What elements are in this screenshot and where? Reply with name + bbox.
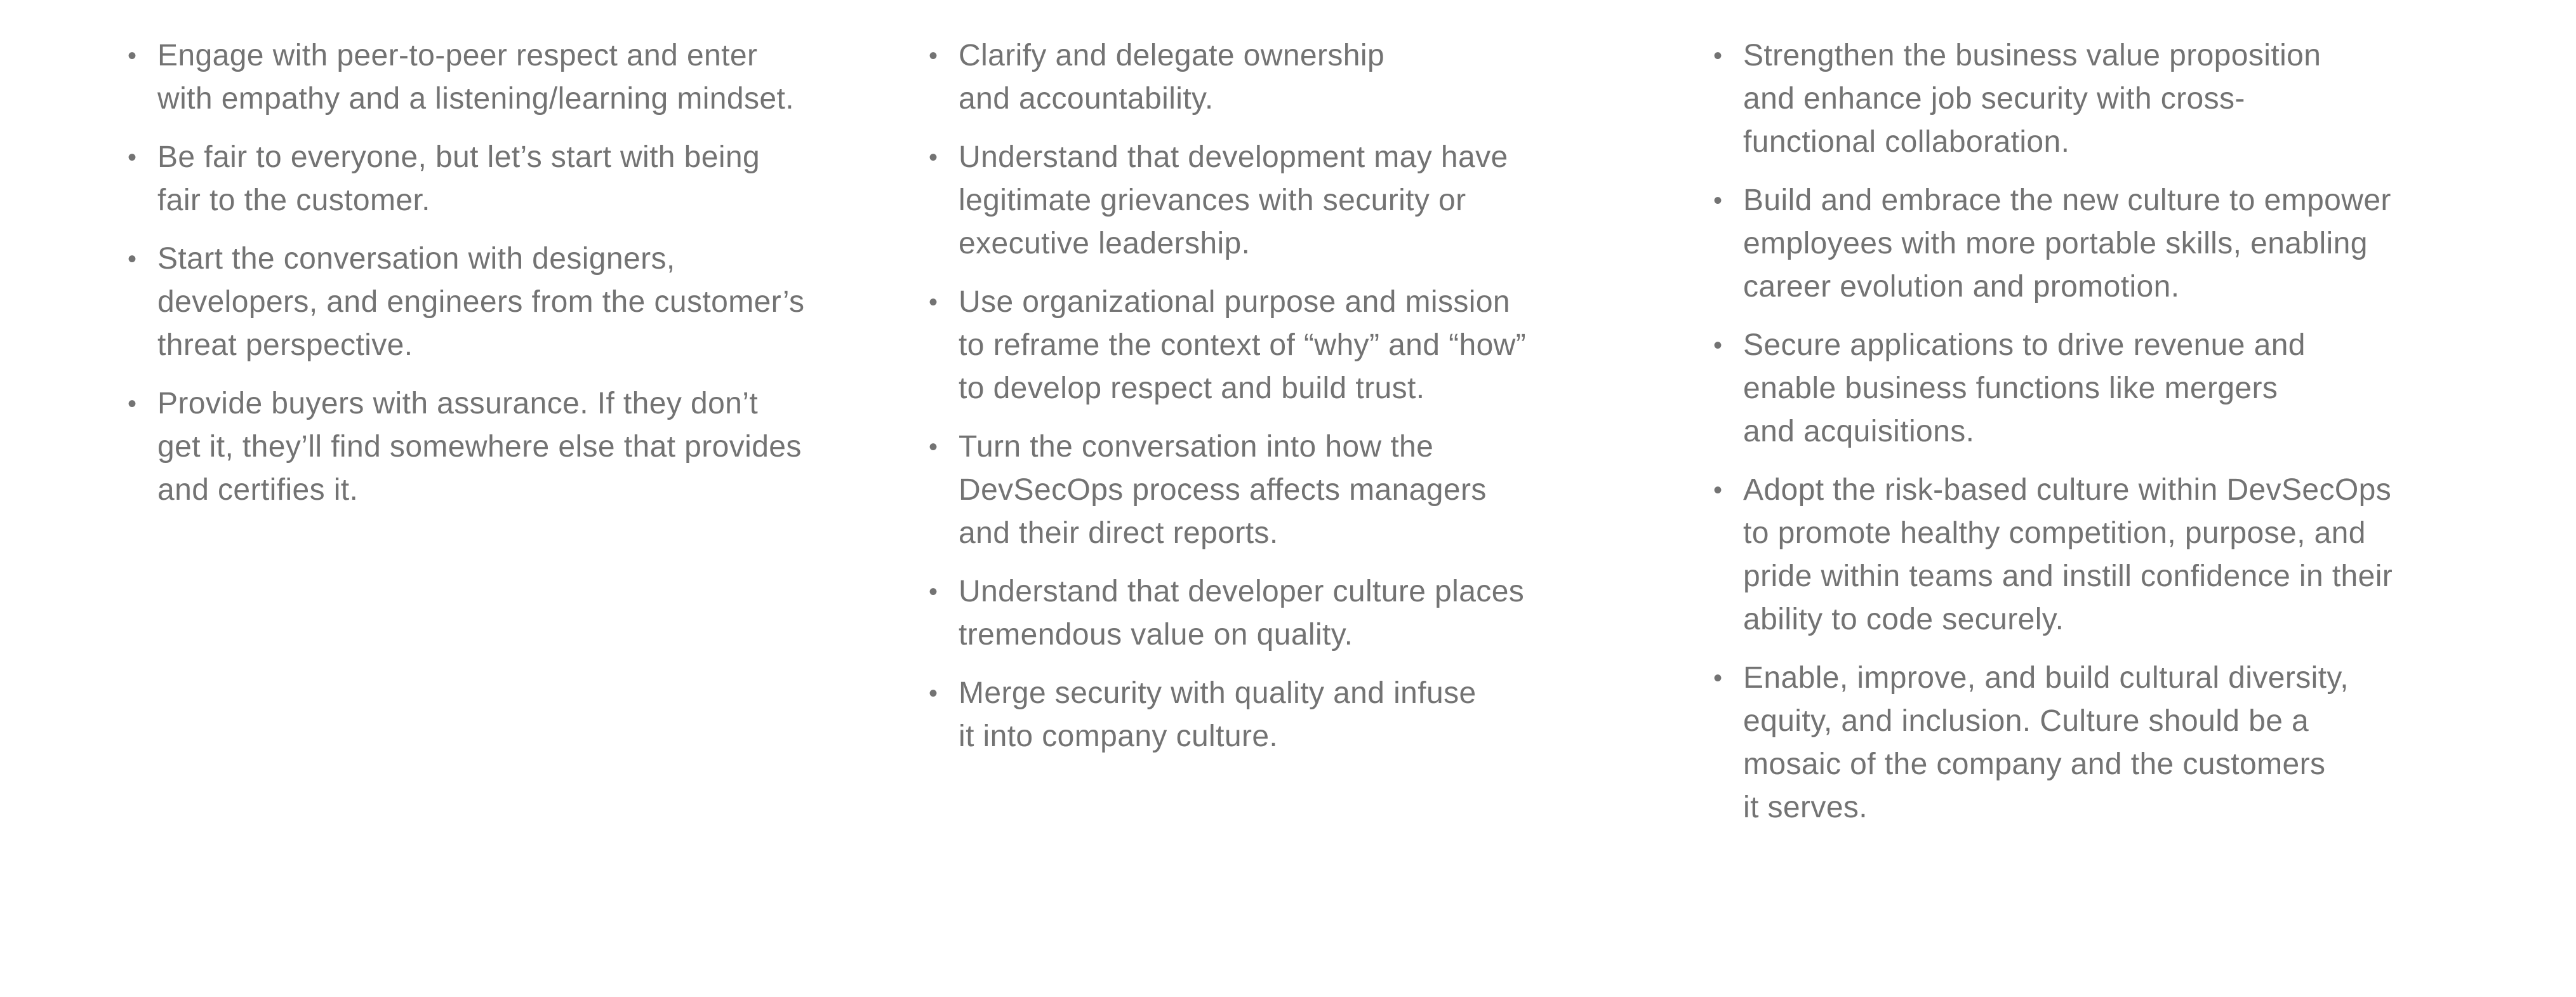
bullet-list-column-2	[927, 34, 1657, 773]
list-item	[1711, 469, 2473, 641]
list-item	[126, 34, 862, 121]
list-item-text: Merge security with quality and infuse it into company culture.	[959, 676, 1477, 753]
list-item	[126, 382, 862, 512]
bullet-icon: •	[929, 578, 938, 606]
list-item-text: Understand that developer culture places tremendous value on quality.	[959, 575, 1525, 652]
list-item	[1711, 324, 2473, 453]
list-item	[927, 136, 1657, 265]
list-item	[927, 34, 1657, 121]
bullet-icon: •	[1713, 664, 1723, 692]
list-item	[1711, 657, 2473, 829]
bullet-icon: •	[1713, 187, 1723, 215]
list-item	[1711, 34, 2473, 164]
list-item-text: Start the conversation with designers, developers, and engineers from the customer’s threat perspective.	[157, 242, 805, 362]
list-item	[927, 570, 1657, 657]
bullet-icon: •	[929, 144, 938, 171]
list-item-text: Use organizational purpose and mission to reframe the context of “why” and “how” to develop respect and build trust.	[959, 285, 1527, 405]
bullet-list-column-1	[126, 34, 862, 527]
bullet-icon: •	[1713, 476, 1723, 504]
bullet-icon: •	[929, 288, 938, 316]
list-item	[1711, 179, 2473, 309]
list-item-text: Be fair to everyone, but let’s start with being fair to the customer.	[157, 140, 760, 217]
list-item	[927, 672, 1657, 758]
bullet-list-column-3	[1711, 34, 2473, 845]
list-item-text: Enable, improve, and build cultural diversity, equity, and inclusion. Culture should be a mosaic of the company and the customers it serves.	[1743, 661, 2349, 824]
bullet-icon: •	[929, 42, 938, 70]
list-item-text: Secure applications to drive revenue and enable business functions like mergers and acquisitions.	[1743, 328, 2306, 448]
list-item	[126, 238, 862, 367]
list-item	[126, 136, 862, 222]
bullet-icon: •	[929, 433, 938, 461]
list-item-text: Strengthen the business value proposition and enhance job security with cross- functional collaboration.	[1743, 39, 2321, 159]
list-item	[927, 425, 1657, 555]
bullet-icon: •	[1713, 42, 1723, 70]
bullet-icon: •	[128, 42, 137, 70]
list-item-text: Engage with peer-to-peer respect and enter with empathy and a listening/learning mindset.	[157, 39, 794, 116]
bullet-icon: •	[128, 245, 137, 273]
list-item-text: Turn the conversation into how the DevSecOps process affects managers and their direct reports.	[959, 430, 1487, 550]
bullet-icon: •	[929, 679, 938, 707]
list-item-text: Build and embrace the new culture to empower employees with more portable skills, enabling career evolution and promotion.	[1743, 184, 2391, 304]
list-item	[927, 281, 1657, 410]
list-item-text: Understand that development may have legitimate grievances with security or executive leadership.	[959, 140, 1508, 260]
list-item-text: Adopt the risk-based culture within DevSecOps to promote healthy competition, purpose, and pride within teams and instill confidence in their ability to code securely.	[1743, 473, 2393, 636]
bullet-icon: •	[1713, 331, 1723, 359]
list-item-text: Clarify and delegate ownership and accountability.	[959, 39, 1385, 116]
bullet-icon: •	[128, 144, 137, 171]
bullet-icon: •	[128, 390, 137, 418]
list-item-text: Provide buyers with assurance. If they don’t get it, they’ll find somewhere else that provides and certifies it.	[157, 387, 802, 507]
